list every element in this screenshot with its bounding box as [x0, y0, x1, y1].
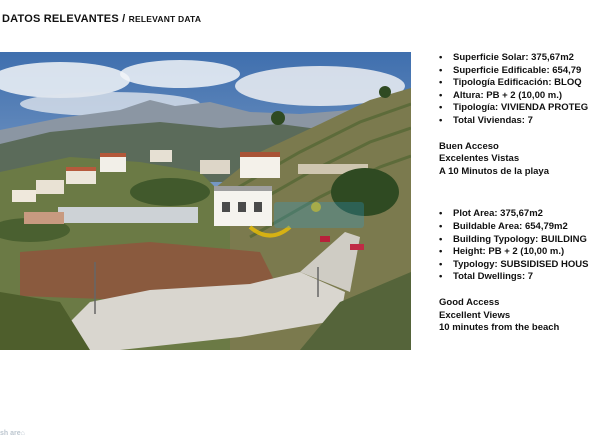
house-icon: ⌂: [20, 430, 25, 437]
list-item: • Height: PB + 2 (10,00 m.): [439, 246, 565, 258]
page-title: [2, 13, 201, 25]
list-item: • Altura: PB + 2 (10,00 m.): [439, 89, 563, 101]
list-item: • Typology: SUBSIDISED HOUS: [439, 258, 589, 270]
property-photo: [0, 52, 411, 350]
spanish-note: Buen Acceso: [439, 140, 499, 152]
english-bullet-list: [438, 208, 592, 284]
english-note: Good Access: [439, 296, 500, 308]
list-item: • Superficie Solar: 375,67m2: [439, 52, 574, 63]
brand-logo: sh are⌂: [0, 430, 25, 437]
list-item: • Superficie Edificable: 654,79: [439, 64, 582, 76]
spanish-note: A 10 Minutos de la playa: [439, 165, 549, 177]
list-item: • Tipología: VIVIENDA PROTEG: [439, 102, 589, 114]
english-note: Excellent Views: [439, 309, 511, 321]
list-item: • Tipología Edificación: BLOQ: [439, 77, 582, 89]
list-item: • Buildable Area: 654,79m2: [439, 220, 568, 232]
list-item: • Total Dwellings: 7: [439, 271, 534, 283]
title-english: RELEVANT DATA: [128, 14, 202, 24]
title-spanish: DATOS RELEVANTES /: [2, 13, 126, 25]
english-note: 10 minutes from the beach: [439, 322, 560, 334]
landscape-photo: [0, 52, 411, 350]
list-item: • Total Viviendas: 7: [439, 114, 533, 126]
list-item: • Building Typology: BUILDING: [439, 233, 587, 245]
spanish-note: Excelentes Vistas: [439, 153, 520, 165]
property-details: [438, 52, 592, 335]
list-item: • Plot Area: 375,67m2: [439, 208, 543, 220]
spanish-bullet-list: [438, 52, 592, 128]
